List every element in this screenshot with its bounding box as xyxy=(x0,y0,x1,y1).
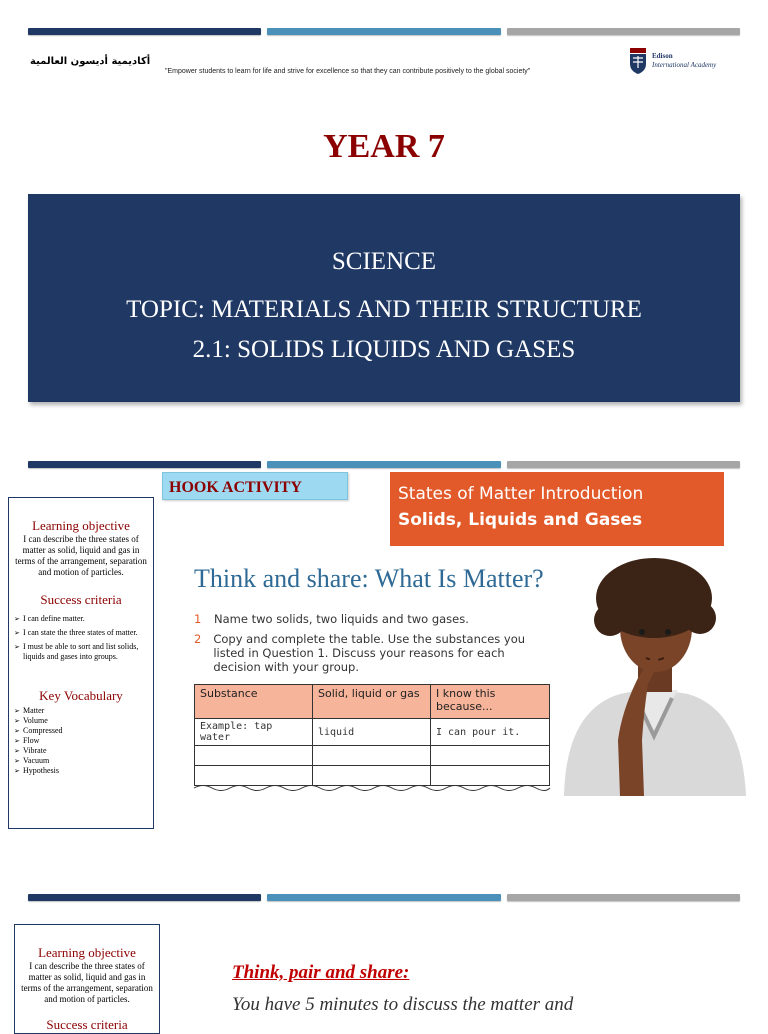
objectives-panel-slide3 xyxy=(14,924,160,1034)
substance-table xyxy=(194,684,550,786)
list-item: ➢ I can define matter. xyxy=(14,614,148,624)
table-header-row xyxy=(195,685,550,719)
topic-title: TOPIC: MATERIALS AND THEIR STRUCTURE xyxy=(126,296,642,323)
list-item: ➢ Hypothesis xyxy=(14,766,148,776)
think-and-share-title: Think and share: What Is Matter? xyxy=(194,564,544,593)
school-motto: "Empower students to learn for life and strive for excellence so that they can contribute positively to the global society" xyxy=(165,68,531,75)
learning-objective-text: I can describe the three states of matter as solid, liquid and gas in terms of the arrangement, separation and motion of particles. xyxy=(21,961,153,1004)
list-item: ➢ Matter xyxy=(14,706,148,716)
slide2-stripe xyxy=(28,461,740,469)
year-heading: YEAR 7 xyxy=(323,128,445,165)
question-list xyxy=(194,612,554,680)
thinking-student-illustration xyxy=(560,560,748,796)
list-item: ➢ I can state the three states of matter. xyxy=(14,628,148,638)
discussion-instructions: You have 5 minutes to discuss the matter and xyxy=(232,994,574,1015)
states-of-matter-banner xyxy=(390,472,724,546)
logo-text: Edison International Academy xyxy=(652,52,717,69)
title-box xyxy=(28,194,740,402)
column-header: Substance xyxy=(195,685,313,719)
subject-title: SCIENCE xyxy=(331,248,437,275)
learning-objective-heading: Learning objective xyxy=(38,945,136,960)
list-item: ➢ Compressed xyxy=(14,726,148,736)
slide3-stripe xyxy=(28,894,740,902)
school-logo xyxy=(628,46,738,76)
banner-line1: States of Matter Introduction xyxy=(398,484,644,504)
arabic-school-name: أكاديمية أديسون العالمية xyxy=(30,56,151,67)
crest-icon xyxy=(628,48,648,74)
table-cell: Example: tap water xyxy=(195,719,313,746)
success-criteria-heading: Success criteria xyxy=(40,592,122,607)
success-criteria-heading: Success criteria xyxy=(46,1017,128,1032)
list-item: ➢ Volume xyxy=(14,716,148,726)
success-criteria-list xyxy=(14,614,148,662)
question-item xyxy=(194,612,554,626)
question-item xyxy=(194,632,554,674)
list-item: ➢ Vacuum xyxy=(14,756,148,766)
hook-activity-label: HOOK ACTIVITY xyxy=(162,472,348,500)
question-number: 2 xyxy=(194,632,202,646)
table-row xyxy=(195,719,550,746)
column-header: Solid, liquid or gas xyxy=(313,685,431,719)
vocabulary-list xyxy=(14,706,148,776)
list-item: ➢ I must be able to sort and list solids, liquids and gases into groups. xyxy=(14,642,148,662)
torn-edge xyxy=(194,783,550,793)
list-item: ➢ Vibrate xyxy=(14,746,148,756)
question-text: Copy and complete the table. Use the substances you listed in Question 1. Discuss your reasons for each decision with your group. xyxy=(213,632,526,674)
table-row xyxy=(195,746,550,766)
question-number: 1 xyxy=(194,612,202,626)
column-header: I know this because... xyxy=(431,685,550,719)
question-text: Name two solids, two liquids and two gases. xyxy=(214,612,469,626)
banner-line2: Solids, Liquids and Gases xyxy=(398,510,643,530)
top-stripe xyxy=(28,28,740,36)
list-item: ➢ Flow xyxy=(14,736,148,746)
table-cell: liquid xyxy=(313,719,431,746)
learning-objective-heading: Learning objective xyxy=(32,518,130,533)
key-vocabulary-heading: Key Vocabulary xyxy=(39,688,123,703)
table-cell: I can pour it. xyxy=(431,719,550,746)
learning-objective-text: I can describe the three states of matter as solid, liquid and gas in terms of the arrangement, separation and motion of particles. xyxy=(15,534,147,577)
think-pair-share-heading: Think, pair and share: xyxy=(232,962,410,983)
objectives-panel xyxy=(8,497,154,829)
lesson-title: 2.1: SOLIDS LIQUIDS AND GASES xyxy=(192,336,576,363)
